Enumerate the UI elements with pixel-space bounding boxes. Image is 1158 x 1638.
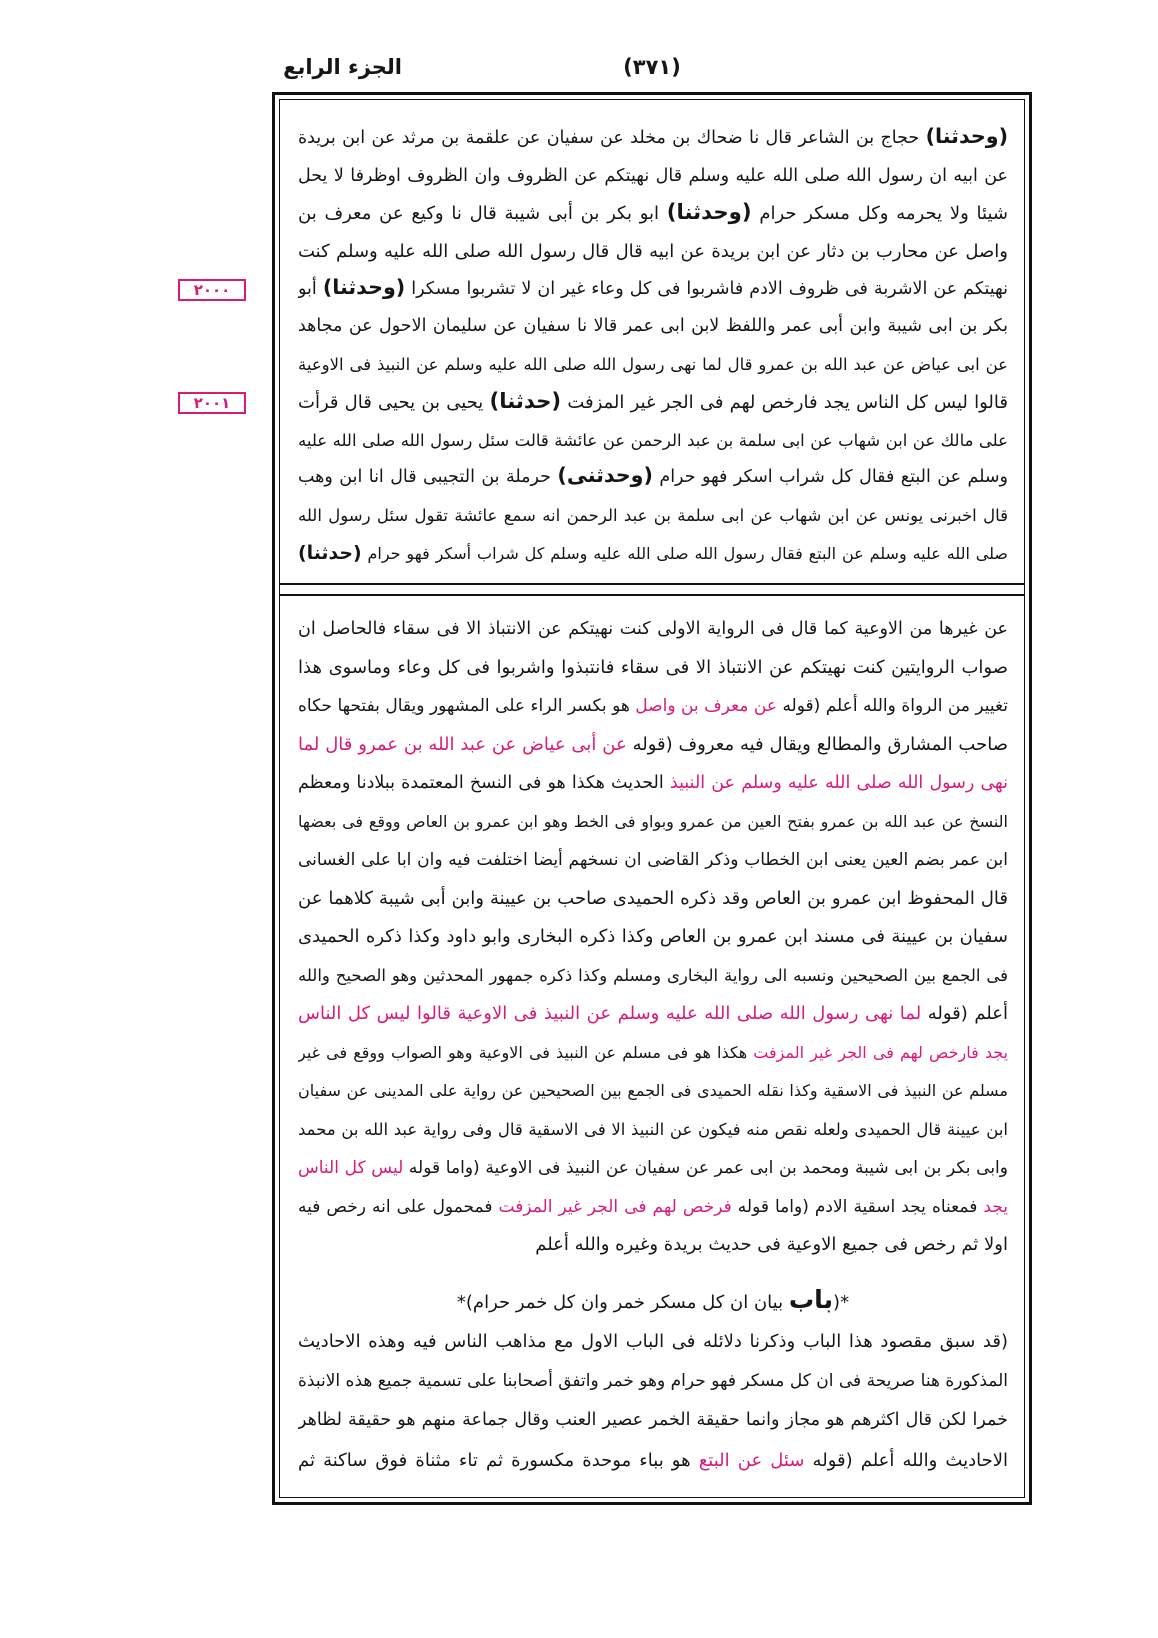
narration-heading: (وحدثنا): [925, 124, 1008, 148]
hadith-line: [298, 535, 1008, 573]
commentary-line: [298, 880, 1008, 919]
commentary-line: [298, 1111, 1008, 1150]
hadith-line: [298, 346, 1008, 384]
section-divider: [279, 583, 1025, 596]
text-run: فمعناه يجد اسقية الادم (واما قوله: [731, 1196, 984, 1217]
hadith-line: [298, 120, 1008, 158]
volume-label: الجزء الرابع: [283, 55, 402, 79]
text-run: صاحب المشارق والمطالع ويقال فيه معروف (قوله: [626, 733, 1008, 755]
quoted-lemma: يجد: [983, 1196, 1008, 1217]
quoted-lemma: سئل عن البتع: [698, 1449, 805, 1471]
quoted-lemma: عن معرف بن واصل: [635, 696, 777, 716]
text-run: صلى الله عليه وسلم عن البتع فقال رسول الله صلى الله عليه وسلم كل شراب أسكر فهو حرام: [361, 543, 1008, 563]
text-run: قال المحفوظ ابن عمرو بن العاص وقد ذكره الحميدى صاحب بن عيينة وابن أبى شيبة كلاهما عن: [298, 887, 1008, 909]
text-run: بكر بن ابى شيبة وابن أبى عمر واللفظ لابن ابى عمر قالا نا سفيان عن سليمان الاحول عن مجاهد: [298, 316, 1008, 337]
chapter-commentary-block: [298, 1322, 1008, 1480]
text-run: أعلم (قوله: [921, 1003, 1008, 1024]
text-run: شيئا ولا يحرمه وكل مسكر حرام: [751, 203, 1008, 225]
text-run: حجاج بن الشاعر قال نا ضحاك بن مخلد عن سفيان عن علقمة بن مرثد عن ابن بريدة: [298, 128, 926, 148]
commentary-line: [298, 803, 1008, 842]
text-run: الحديث هكذا هو فى النسخ المعتمدة ببلادنا ومعظم: [298, 773, 670, 793]
hadith-line: [298, 384, 1008, 422]
text-run: قال اخبرنى يونس عن ابن شهاب عن ابى سلمة بن عبد الرحمن انه سمع عائشة تقول سئل رسول الله: [298, 505, 1008, 525]
text-run: نهيتكم عن الاشربة فى ظروف الادم فاشربوا فى كل وعاء غير ان لا تشربوا مسكرا: [405, 278, 1008, 299]
text-run: النسخ عن عبد الله بن عمرو بفتح العين من عمرو وبواو فى الخط وهو ابن عمرو بن العاص ووقع فى بعضها: [298, 811, 1008, 831]
commentary-line: [298, 687, 1008, 726]
commentary-line: [298, 1226, 1008, 1265]
hadith-line: [298, 459, 1008, 497]
text-run: عن ابيه ان رسول الله صلى الله عليه وسلم قال نهيتكم عن الظروف وان الظروف اوظرفا لا يحل: [298, 165, 1008, 186]
chapter-commentary-line: [298, 1362, 1008, 1402]
quoted-lemma: عن أبى عياض عن عبد الله بن عمرو قال لما: [298, 733, 627, 755]
chapter-commentary-line: [298, 1401, 1008, 1441]
text-run: وابى بكر بن ابى شيبة ومحمد بن ابى عمر عن سفيان عن النبيذ فى الاوعية (واما قوله: [403, 1158, 1008, 1178]
text-run: هكذا هو فى مسلم عن النبيذ فى الاوعية وهو الصواب ووقع فى غير: [298, 1042, 754, 1062]
hadith-line: [298, 158, 1008, 196]
hadith-line: [298, 233, 1008, 271]
text-run: خمرا لكن قال اكثرهم هو مجاز وانما حقيقة الخمر عصير العنب وقال جماعة منهم هو حقيقة لظاهر: [298, 1410, 1008, 1430]
text-run: اولا ثم رخص فى جميع الاوعية فى حديث بريدة وغيره والله أعلم: [535, 1234, 1008, 1255]
narration-heading: (حدثنا): [489, 388, 562, 414]
narration-heading: (حدثنا): [298, 541, 362, 564]
commentary-line: [298, 1034, 1008, 1073]
text-run: الاحاديث والله أعلم (قوله: [804, 1449, 1008, 1471]
hadith-number-marker: ٢٠٠١: [178, 392, 246, 414]
hadith-line: [298, 497, 1008, 535]
commentary-line: [298, 1072, 1008, 1111]
commentary-block: [298, 610, 1008, 1265]
quoted-lemma: نهى رسول الله صلى الله عليه وسلم عن النبيذ: [669, 773, 1008, 793]
text-run: (قد سبق مقصود هذا الباب وذكرنا دلائله فى الباب الاول مع مذاهب الناس فيه وهذه الاحاديث: [298, 1331, 1008, 1352]
commentary-line: [298, 957, 1008, 996]
quoted-lemma: لما نهى رسول الله صلى الله عليه وسلم عن النبيذ فى الاوعية قالوا ليس كل الناس: [298, 1003, 922, 1024]
text-run: هو بكسر الراء على المشهور ويقال بفتحها حكاه: [298, 696, 636, 716]
narration-heading: باب: [788, 1285, 834, 1314]
commentary-line: [298, 764, 1008, 803]
chapter-commentary-line: [298, 1441, 1008, 1481]
text-run: بيان ان كل مسكر خمر وان كل خمر حرام)*: [456, 1292, 789, 1313]
commentary-line: [298, 610, 1008, 649]
page-number: (٣٧١): [623, 55, 681, 79]
commentary-line: [298, 841, 1008, 880]
hadith-number-marker: ٢٠٠٠: [178, 279, 246, 301]
narration-heading: (وحدثنا): [666, 200, 752, 226]
commentary-line: [298, 726, 1008, 765]
chapter-commentary-line: [298, 1322, 1008, 1362]
narration-heading: (وحدثنا): [322, 274, 406, 299]
commentary-line: [298, 995, 1008, 1034]
text-run: تغيير من الرواة والله أعلم (قوله: [776, 696, 1008, 716]
text-run: مسلم عن النبيذ فى الاسقية وكذا نقله الحميدى فى الجمع بين الصحيحين عن رواية على المدينى عن سفيان: [298, 1081, 1008, 1100]
text-run: صواب الروايتين كنت نهيتكم عن الانتباذ الا فى سقاء فانتبذوا واشربوا فى كل وعاء وماسوى هذا: [298, 656, 1008, 678]
commentary-line: [298, 1149, 1008, 1188]
text-run: فمحمول على انه رخص فيه: [298, 1196, 499, 1217]
chapter-heading: [298, 1283, 1008, 1323]
text-run: حرملة بن التجيبى قال انا ابن وهب: [298, 467, 558, 488]
quoted-lemma: يجد فارخص لهم فى الجر غير المزفت: [753, 1042, 1008, 1062]
text-run: عن غيرها من الاوعية كما قال فى الرواية الاولى كنت نهيتكم عن الانتباذ الا فى سقاء فالحاصل ان: [298, 619, 1008, 639]
quoted-lemma: ليس كل الناس: [298, 1158, 404, 1178]
text-run: المذكورة هنا صريحة فى ان كل مسكر فهو حرام وهو خمر واتفق أصحابنا على تسمية جميع هذه الانبذة: [298, 1370, 1008, 1391]
text-run: وسلم عن البتع فقال كل شراب اسكر فهو حرام: [652, 467, 1008, 488]
text-run: واصل عن محارب بن دثار عن ابن بريدة عن ابيه قال قال رسول الله صلى الله عليه وسلم كنت: [298, 241, 1008, 263]
text-run: يحيى بن يحيى قال قرأت: [298, 391, 490, 413]
text-run: *(: [833, 1292, 850, 1313]
text-run: قالوا ليس كل الناس يجد فارخص لهم فى الجر غير المزفت: [561, 391, 1008, 413]
commentary-line: [298, 918, 1008, 957]
text-run: هو بباء موحدة مكسورة ثم تاء مثناة فوق ساكنة ثم: [298, 1449, 699, 1471]
chapter-heading-line: [298, 1283, 1008, 1323]
text-run: فى الجمع بين الصحيحين ونسبه الى رواية البخارى ومسلم وكذا ذكره جمهور المحدثين وهو الصحيح والله: [298, 965, 1008, 985]
text-run: أبو: [298, 278, 323, 299]
text-run: عن ابى عياض عن عبد الله بن عمرو قال لما نهى رسول الله صلى الله عليه وسلم عن النبيذ فى الاوعية: [298, 355, 1008, 375]
commentary-line: [298, 649, 1008, 688]
hadith-line: [298, 195, 1008, 233]
text-run: ابن عمر بضم العين يعنى ابن الخطاب وذكر القاضى ان نسخهم أيضا اختلفت فيه وان ابا على الغسانى: [298, 850, 1008, 870]
hadith-text-block: [298, 120, 1008, 572]
text-run: سفيان بن عيينة فى مسند ابن عمرو بن العاص وكذا ذكره البخارى وابو داود وكذا ذكره الحميدى: [298, 926, 1008, 947]
hadith-line: [298, 271, 1008, 309]
text-run: ابن عيينة قال الحميدى ولعله نقص منه فيكون عن النبيذ الا فى الاسقية قال وفى رواية عبد الله بن محمد: [298, 1119, 1008, 1139]
quoted-lemma: فرخص لهم فى الجر غير المزفت: [498, 1196, 732, 1217]
text-run: ابو بكر بن أبى شيبة قال نا وكيع عن معرف بن: [298, 203, 667, 225]
commentary-line: [298, 1188, 1008, 1227]
text-run: على مالك عن ابن شهاب عن ابى سلمة بن عبد الرحمن عن عائشة قالت سئل رسول الله صلى الله عليه: [298, 430, 1008, 450]
narration-heading: (وحدثنى): [557, 463, 653, 488]
hadith-line: [298, 422, 1008, 460]
hadith-line: [298, 308, 1008, 346]
